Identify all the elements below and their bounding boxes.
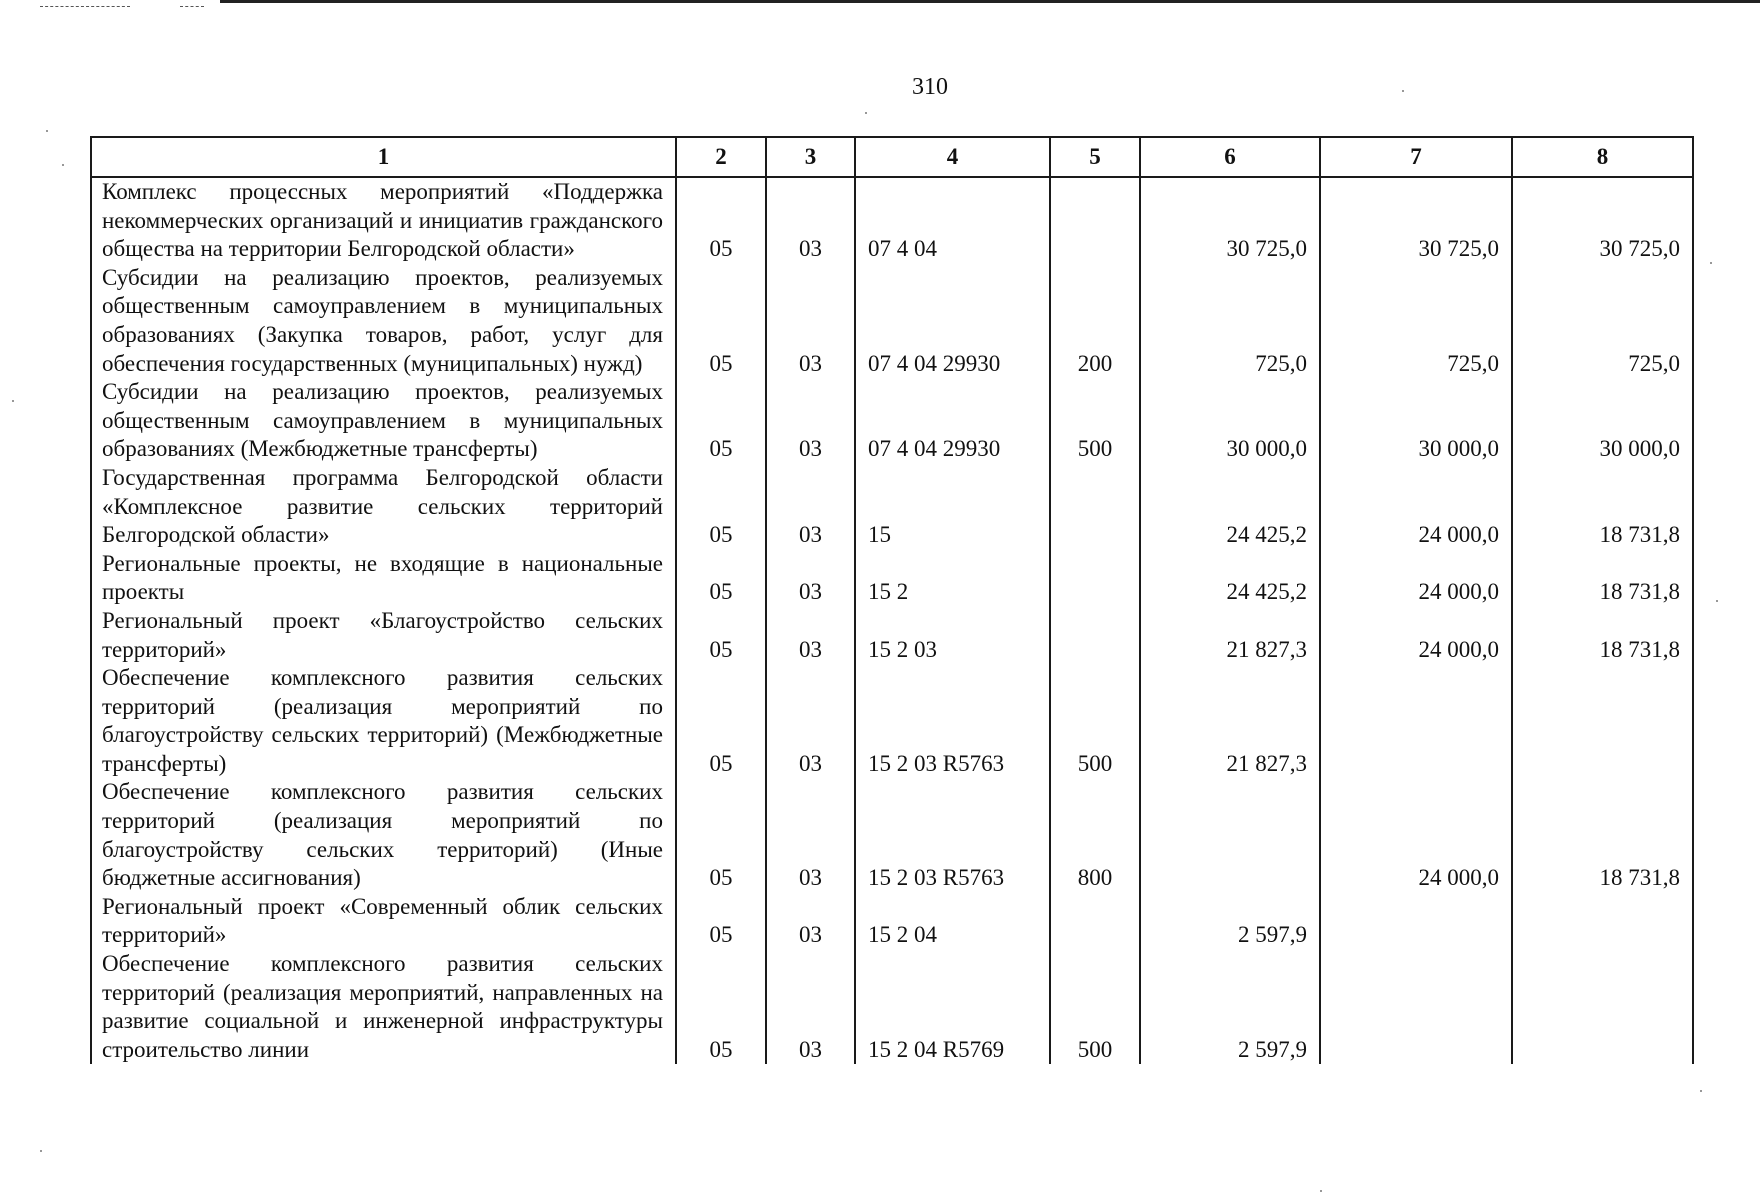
scan-speck [1320,1190,1322,1192]
row-subsection: 03 [766,607,855,664]
column-header-section: 2 [676,137,766,177]
row-subsection: 03 [766,950,855,1064]
row-target-article: 07 4 04 29930 [855,378,1050,464]
row-amount-year-2 [1320,664,1512,778]
row-target-article: 15 2 04 [855,893,1050,950]
table-row [91,264,1693,378]
row-name: Комплекс процессных мероприятий «Поддержка некоммерческих организаций и инициатив гражданского общества на территории Белгородской области» [91,177,676,264]
row-amount-year-3: 18 731,8 [1512,778,1693,892]
table-row [91,550,1693,607]
row-subsection: 03 [766,264,855,378]
row-name: Субсидии на реализацию проектов, реализуемых общественным самоуправлением в муниципальных образованиях (Закупка товаров, работ, услуг для обеспечения государственных (муниципальных) нужд) [91,264,676,378]
table-row [91,464,1693,550]
row-amount-year-1: 21 827,3 [1140,607,1320,664]
row-subsection: 03 [766,778,855,892]
scan-speck [1402,90,1404,92]
row-name: Региональный проект «Благоустройство сельских территорий» [91,607,676,664]
row-amount-year-1: 725,0 [1140,264,1320,378]
row-section: 05 [676,778,766,892]
row-amount-year-3 [1512,893,1693,950]
row-section: 05 [676,893,766,950]
row-expense-type [1050,893,1140,950]
row-amount-year-2: 725,0 [1320,264,1512,378]
row-amount-year-2: 24 000,0 [1320,550,1512,607]
row-expense-type [1050,607,1140,664]
column-header-expense-type: 5 [1050,137,1140,177]
row-amount-year-1: 2 597,9 [1140,893,1320,950]
row-section: 05 [676,177,766,264]
column-header-subsection: 3 [766,137,855,177]
table-row [91,378,1693,464]
column-number-header-row [91,137,1693,177]
table-row [91,177,1693,264]
table-row [91,664,1693,778]
row-amount-year-3 [1512,950,1693,1064]
budget-allocation-table [90,136,1694,1064]
row-subsection: 03 [766,464,855,550]
row-target-article: 07 4 04 [855,177,1050,264]
row-target-article: 15 2 03 [855,607,1050,664]
row-amount-year-3 [1512,664,1693,778]
row-amount-year-2: 24 000,0 [1320,778,1512,892]
row-section: 05 [676,464,766,550]
row-target-article: 15 2 03 R5763 [855,778,1050,892]
row-expense-type: 800 [1050,778,1140,892]
row-amount-year-1: 21 827,3 [1140,664,1320,778]
scan-speck [12,400,14,402]
row-amount-year-2: 30 000,0 [1320,378,1512,464]
scan-border-fragment [180,6,204,7]
row-amount-year-3: 18 731,8 [1512,550,1693,607]
table-row [91,607,1693,664]
column-header-year-2: 7 [1320,137,1512,177]
scan-speck [1716,600,1718,602]
table-row [91,778,1693,892]
row-amount-year-2: 24 000,0 [1320,464,1512,550]
row-subsection: 03 [766,550,855,607]
row-amount-year-1: 24 425,2 [1140,464,1320,550]
scan-speck [1700,1090,1702,1092]
row-expense-type: 500 [1050,664,1140,778]
row-section: 05 [676,664,766,778]
row-subsection: 03 [766,893,855,950]
row-section: 05 [676,378,766,464]
row-target-article: 15 [855,464,1050,550]
row-section: 05 [676,950,766,1064]
row-subsection: 03 [766,177,855,264]
row-name: Обеспечение комплексного развития сельских территорий (реализация мероприятий, направленных на развитие социальной и инженерной инфраструктуры строительство линии [91,950,676,1064]
row-expense-type: 500 [1050,378,1140,464]
row-expense-type [1050,177,1140,264]
row-amount-year-3: 18 731,8 [1512,464,1693,550]
row-amount-year-3: 725,0 [1512,264,1693,378]
column-header-year-1: 6 [1140,137,1320,177]
row-section: 05 [676,550,766,607]
row-amount-year-3: 18 731,8 [1512,607,1693,664]
row-subsection: 03 [766,378,855,464]
row-target-article: 07 4 04 29930 [855,264,1050,378]
scan-speck [62,164,64,166]
row-name: Обеспечение комплексного развития сельских территорий (реализация мероприятий по благоустройству сельских территорий) (Иные бюджетные ассигнования) [91,778,676,892]
scan-border-fragment [40,6,130,7]
scan-speck [40,1150,42,1152]
row-amount-year-1 [1140,778,1320,892]
row-amount-year-2 [1320,893,1512,950]
row-name: Обеспечение комплексного развития сельских территорий (реализация мероприятий по благоустройству сельских территорий) (Межбюджетные трансферты) [91,664,676,778]
row-amount-year-1: 2 597,9 [1140,950,1320,1064]
table-row [91,950,1693,1064]
row-amount-year-1: 24 425,2 [1140,550,1320,607]
row-section: 05 [676,607,766,664]
row-amount-year-1: 30 000,0 [1140,378,1320,464]
row-name: Государственная программа Белгородской области «Комплексное развитие сельских территорий Белгородской области» [91,464,676,550]
row-amount-year-3: 30 000,0 [1512,378,1693,464]
row-expense-type: 500 [1050,950,1140,1064]
row-expense-type [1050,464,1140,550]
row-amount-year-1: 30 725,0 [1140,177,1320,264]
row-amount-year-2: 24 000,0 [1320,607,1512,664]
row-name: Региональный проект «Современный облик сельских территорий» [91,893,676,950]
row-target-article: 15 2 [855,550,1050,607]
row-subsection: 03 [766,664,855,778]
row-section: 05 [676,264,766,378]
scan-speck [46,130,48,132]
column-header-target-article: 4 [855,137,1050,177]
scan-top-border [220,0,1760,3]
row-name: Субсидии на реализацию проектов, реализуемых общественным самоуправлением в муниципальных образованиях (Межбюджетные трансферты) [91,378,676,464]
row-amount-year-3: 30 725,0 [1512,177,1693,264]
scan-speck [1710,262,1712,264]
row-expense-type [1050,550,1140,607]
column-header-name: 1 [91,137,676,177]
row-name: Региональные проекты, не входящие в национальные проекты [91,550,676,607]
column-header-year-3: 8 [1512,137,1693,177]
row-target-article: 15 2 03 R5763 [855,664,1050,778]
row-target-article: 15 2 04 R5769 [855,950,1050,1064]
scan-speck [865,112,867,114]
row-amount-year-2: 30 725,0 [1320,177,1512,264]
table-row [91,893,1693,950]
row-amount-year-2 [1320,950,1512,1064]
page-number: 310 [912,74,948,100]
row-expense-type: 200 [1050,264,1140,378]
